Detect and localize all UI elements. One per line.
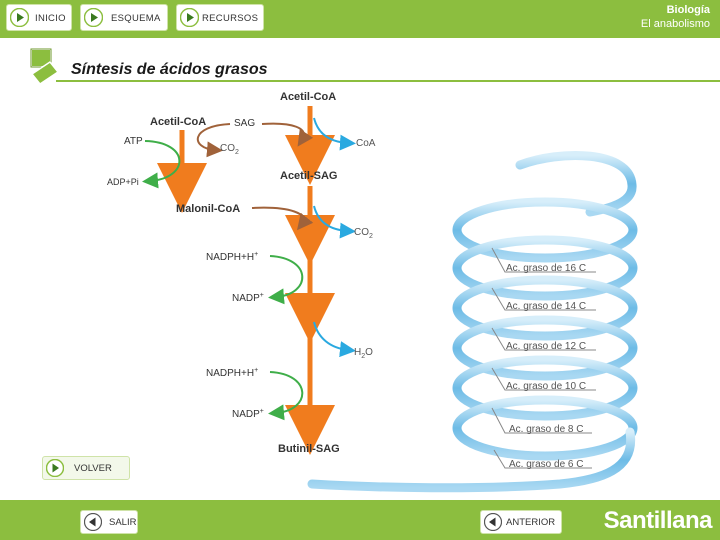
- co2-out-arrow: [314, 206, 348, 231]
- adp-label: ADP+Pi: [107, 177, 139, 187]
- nadph-2-curve-arrow: [270, 372, 302, 413]
- play-icon: [46, 459, 64, 477]
- volver-button[interactable]: [42, 456, 130, 480]
- spiral-label-6c: Ac. graso de 6 C: [509, 459, 584, 470]
- inicio-button[interactable]: [6, 4, 72, 31]
- page-title: Síntesis de ácidos grasos: [71, 61, 268, 78]
- sag-label: SAG: [234, 118, 256, 129]
- nadp-1-label: NADP+: [232, 292, 264, 304]
- esquema-button[interactable]: [80, 4, 168, 31]
- recursos-label: RECURSOS: [202, 13, 259, 24]
- top-bar: [0, 0, 720, 38]
- title-underline: [56, 80, 720, 82]
- esquema-label: ESQUEMA: [111, 13, 161, 24]
- spiral-label-12c: Ac. graso de 12 C: [506, 341, 587, 352]
- volver-label: VOLVER: [74, 463, 112, 474]
- nadph-1-label: NADPH+H+: [206, 251, 259, 263]
- play-icon: [10, 8, 29, 27]
- spiral-label-8c: Ac. graso de 8 C: [509, 424, 584, 435]
- subject-name: Biología: [666, 4, 710, 16]
- title-bar: [56, 59, 296, 82]
- malonil-in-arrow: [252, 208, 304, 224]
- nadph-1-curve-arrow: [270, 256, 302, 297]
- h2o-out-arrow: [314, 322, 348, 350]
- atp-curve-arrow: [145, 141, 179, 181]
- h2o-label: $H_2O$: [354, 347, 373, 360]
- play-icon: [180, 8, 199, 27]
- co2-mid-label: $CO_2$: [354, 227, 373, 240]
- co2-label: $CO_2$: [220, 143, 239, 156]
- coa-out-arrow: [314, 118, 348, 143]
- atp-label: ATP: [124, 136, 143, 147]
- spiral-label-14c: Ac. graso de 14 C: [506, 301, 587, 312]
- play-icon: [84, 8, 103, 27]
- brand-logo: Santillana: [603, 507, 712, 534]
- nadph-2-label: NADPH+H+: [206, 367, 259, 379]
- subject-header: [641, 3, 710, 31]
- recursos-button[interactable]: [176, 4, 264, 31]
- malonil-coa-label: Malonil-CoA: [176, 203, 241, 215]
- acetil-sag-label: Acetil-SAG: [280, 170, 338, 182]
- subject-topic: El anabolismo: [640, 18, 710, 30]
- fatty-acid-spiral: [312, 155, 633, 487]
- top-acetil-coa-label: Acetil-CoA: [280, 91, 337, 103]
- spiral-label-10c: Ac. graso de 10 C: [506, 381, 587, 392]
- anterior-label: ANTERIOR: [506, 517, 556, 528]
- left-acetil-coa-label: Acetil-CoA: [150, 116, 207, 128]
- salir-button[interactable]: [80, 510, 138, 534]
- back-icon: [484, 513, 502, 531]
- back-icon: [84, 513, 102, 531]
- butinil-sag-label: Butinil-SAG: [278, 443, 340, 455]
- spiral-label-16c: Ac. graso de 16 C: [506, 263, 587, 274]
- inicio-label: INICIO: [35, 13, 66, 24]
- salir-label: SALIR: [109, 517, 137, 528]
- sag-in-arrow: [262, 124, 304, 140]
- fatty-acid-diagram: [0, 84, 720, 496]
- nadp-2-label: NADP+: [232, 408, 264, 420]
- coa-label: CoA: [356, 138, 376, 149]
- anterior-button[interactable]: [480, 510, 562, 534]
